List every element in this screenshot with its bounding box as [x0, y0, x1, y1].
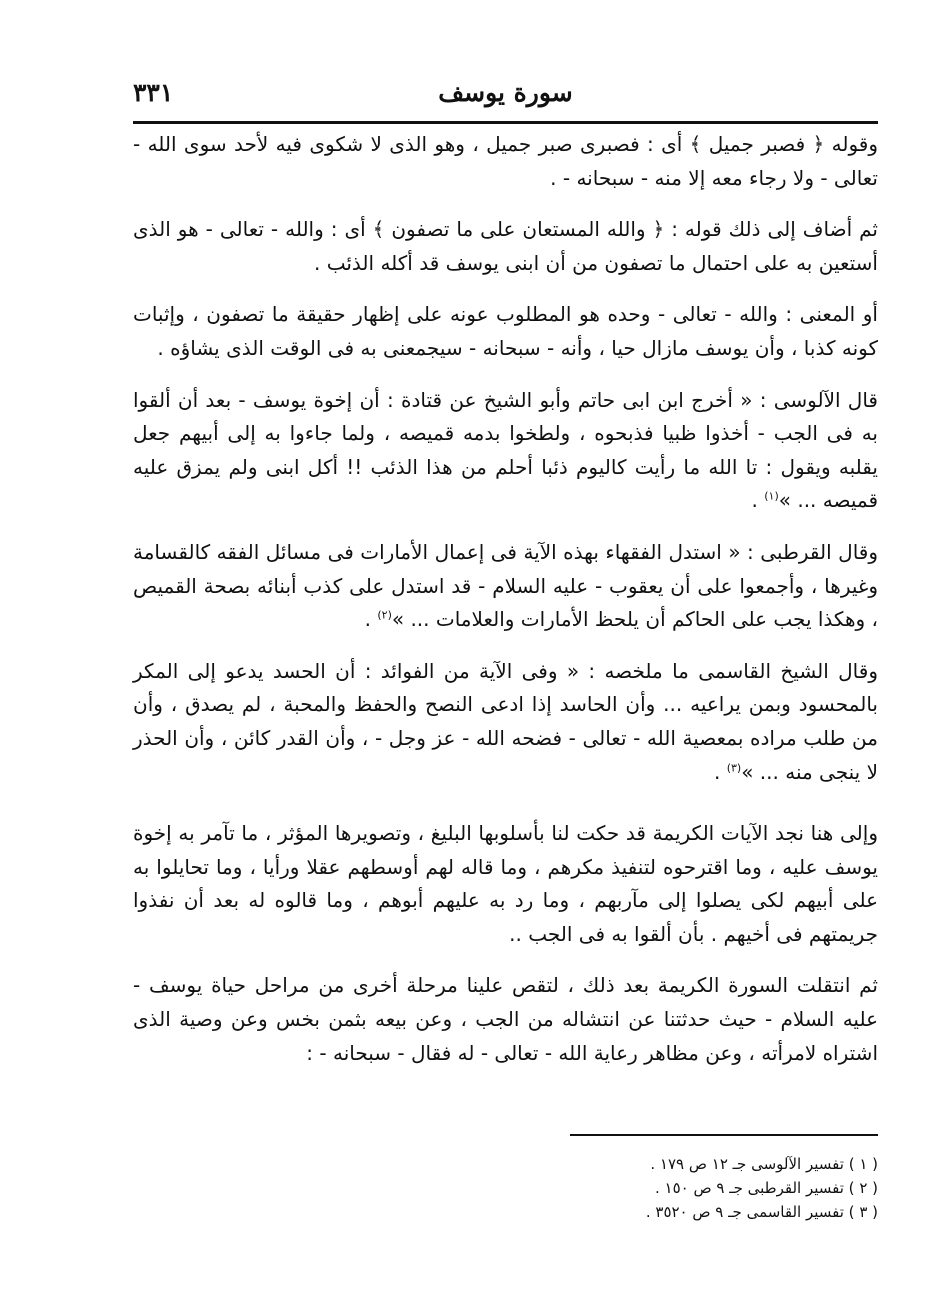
body-text — [133, 128, 878, 1088]
paragraph-6-text: وقال الشيخ القاسمى ما ملخصه : « وفى الآية من الفوائد : أن الحسد يدعو إلى المكر بالمحسود وبمن يراعيه ... وأن الحاسد إذا ادعى النصح والحفظ والمحبة ، لم يصدق ، وأن من طلب مراده بمعصية الله - تعالى - فضحه الله - عز وجل - ، وأن القدر كائن ، وأن الحذر لا ينجى منه ... » — [133, 658, 878, 784]
paragraph-3: أو المعنى : والله - تعالى - وحده هو المطلوب عونه على إظهار حقيقة ما تصفون ، وإثبات كونه كذبا ، وأن يوسف مازال حيا ، وأنه - سبحانه - سيجمعنى به فى الوقت الذى يشاؤه . — [133, 302, 878, 360]
footnote-3: ( ٣ ) تفسير القاسمى جـ ٩ ص ٣٥٢٠ . — [645, 1203, 878, 1221]
footnote-2: ( ٢ ) تفسير القرطبى جـ ٩ ص ١٥٠ . — [654, 1179, 878, 1197]
paragraph-5 — [133, 536, 878, 637]
footnote-ref-3: (٣) — [726, 760, 742, 774]
paragraph-4-text: قال الآلوسى : « أخرج ابن ابى حاتم وأبو الشيخ عن قتادة : أن إخوة يوسف - بعد أن ألقوا به فى الجب - أخذوا ظبيا فذبحوه ، ولطخوا بدمه قميصه ، ولما جاءوا به إلى أبيهم جعل يقلبه ويقول : تا الله ما رأيت كاليوم ذئبا أحلم من هذا الذئب !! أكل ابنى ولم يمزق عليه قميصه ... » — [133, 387, 878, 513]
footnote-ref-2: (٢) — [377, 608, 392, 622]
paragraph-8: ثم انتقلت السورة الكريمة بعد ذلك ، لتقص علينا مرحلة أخرى من مراحل حياة يوسف - عليه السلام - حيث حدثتنا عن انتشاله من الجب ، وعن بيعه بثمن بخس وعن وصية الذى اشتراه لامرأته ، وعن مظاهر رعاية الله - تعالى - له فقال - سبحانه - : — [133, 973, 878, 1065]
page-number: ٣٣١ — [133, 78, 174, 107]
page-header — [133, 72, 878, 118]
paragraph-6-end: . — [713, 759, 727, 784]
footnote-ref-1: (١) — [764, 489, 779, 503]
paragraph-5-end: . — [364, 607, 378, 632]
paragraph-1: وقوله ﴿ فصبر جميل ﴾ أى : فصبرى صبر جميل ، وهو الذى لا شكوى فيه لأحد سوى الله - تعالى - ولا رجاء معه إلا منه - سبحانه - . — [133, 132, 878, 190]
footnotes — [500, 1152, 878, 1224]
paragraph-5-text: وقال القرطبى : « استدل الفقهاء بهذه الآية فى إعمال الأمارات فى مسائل الفقه كالقسامة وغيرها ، وأجمعوا على أن يعقوب - عليه السلام - قد استدل على كذب أبنائه بصحة القميص ، وهكذا يجب على الحاكم أن يلحظ الأمارات والعلامات ... » — [133, 539, 878, 632]
header-rule — [133, 121, 878, 124]
page-title: سورة يوسف — [438, 78, 573, 107]
paragraph-4 — [133, 384, 878, 518]
paragraph-4-end: . — [751, 488, 765, 513]
paragraph-7: وإلى هنا نجد الآيات الكريمة قد حكت لنا بأسلوبها البليغ ، وتصويرها المؤثر ، ما تآمر به إخوة يوسف عليه ، وما اقترحوه لتنفيذ مكرهم ، وما قاله لهم أوسطهم عقلا ورأيا ، وما تحايلوا به على أبيهم لكى يصلوا إلى مآربهم ، وما رد به عليهم أبوهم ، وما قالوه له بعد أن نفذوا جريمتهم فى أخيهم . بأن ألقوا به فى الجب .. — [133, 821, 878, 946]
footnote-1: ( ١ ) تفسير الآلوسى جـ ١٢ ص ١٧٩ . — [650, 1155, 878, 1173]
paragraph-2: ثم أضاف إلى ذلك قوله : ﴿ والله المستعان على ما تصفون ﴾ أى : والله - تعالى - هو الذى أستعين به على احتمال ما تصفون من أن ابنى يوسف قد أكله الذئب . — [133, 217, 878, 275]
footnote-rule — [570, 1134, 878, 1136]
paragraph-6 — [133, 655, 878, 789]
